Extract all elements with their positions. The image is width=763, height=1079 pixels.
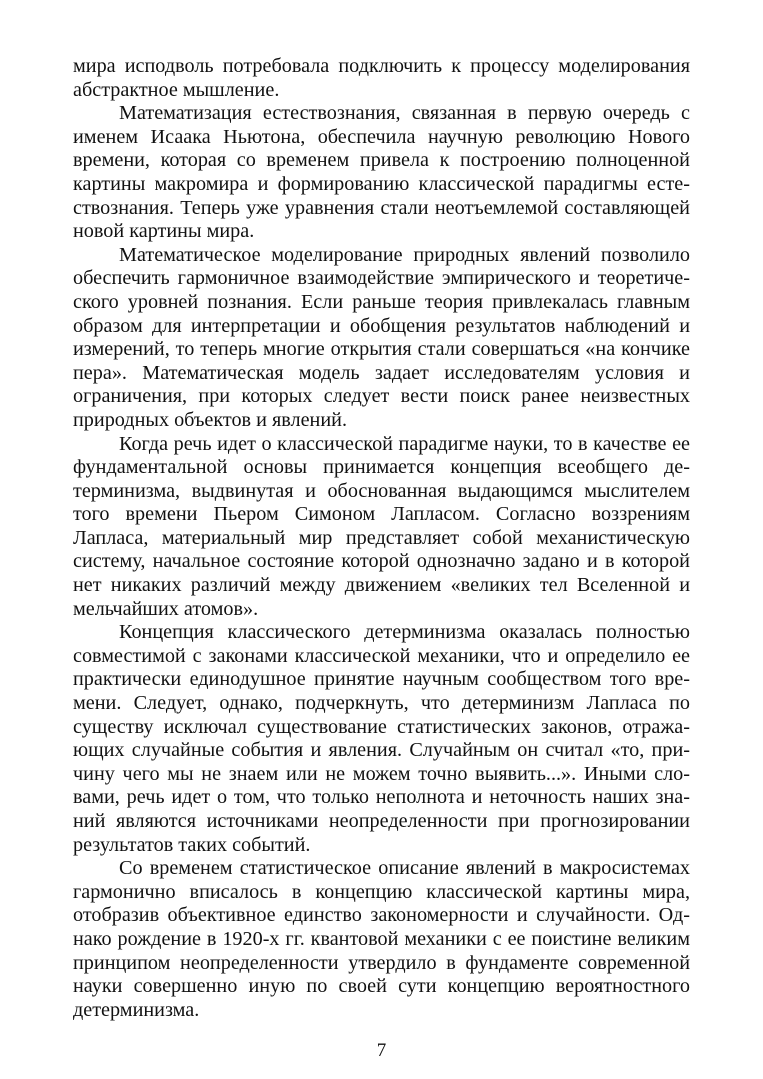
paragraph: Когда речь идет о классической парадигме науки, то в качестве ее фундаментальной основы принимается концепция всеобщего детерминизма, выдвинутая и обоснованная выдающимся мыслителем того времени Пьером Симоном Лапласом. Согласно воззрениям Лапласа, материальный мир представляет собой механистическую систему, начальное состояние которой однозначно задано и в которой нет никаких различий между движением «великих тел Вселенной и мельчайших атомов».	[73, 432, 690, 620]
paragraph: Математическое моделирование природных явлений позволило обеспечить гармоничное взаимодействие эмпирического и теоретического уровней познания. Если раньше теория привлекалась главным образом для интерпретации и обобщения результатов наблюдений и измерений, то теперь многие открытия стали совершаться «на кончике пера». Математическая модель задает исследователям условия и ограничения, при которых следует вести поиск ранее неизвестных природных объектов и явлений.	[73, 243, 690, 431]
paragraph: Со временем статистическое описание явлений в макросистемах гармонично вписалось в концепцию классической картины мира, отобразив объективное единство закономерности и случайности. Однако рождение в 1920-х гг. квантовой механики с ее поистине великим принципом неопределенности утвердило в фундаменте современной науки совершенно иную по своей сути концепцию вероятностного детерминизма.	[73, 857, 690, 1021]
paragraph: Концепция классического детерминизма оказалась полностью совместимой с законами классической механики, что и определило ее практически единодушное принятие научным сообществом того времени. Следует, однако, подчеркнуть, что детерминизм Лапласа по существу исключал существование статистических законов, отражающих случайные события и явления. Случайным он считал «то, причину чего мы не знаем или не можем точно выявить...». Иными словами, речь идет о том, что только неполнота и неточность наших знаний являются источниками неопределенности при прогнозировании результатов таких событий.	[73, 621, 690, 856]
paragraph: мира исподволь потребовала подключить к процессу моделирования абстрактное мышление.	[73, 55, 690, 101]
page-body	[73, 55, 690, 1022]
paragraph: Математизация естествознания, связанная в первую очередь с именем Исаака Ньютона, обеспечила научную революцию Нового времени, которая со временем привела к построению полноценной картины макромира и формированию классической парадигмы естествознания. Теперь уже уравнения стали неотъемлемой составляющей новой картины мира.	[73, 102, 690, 243]
page-number: 7	[376, 1040, 387, 1061]
